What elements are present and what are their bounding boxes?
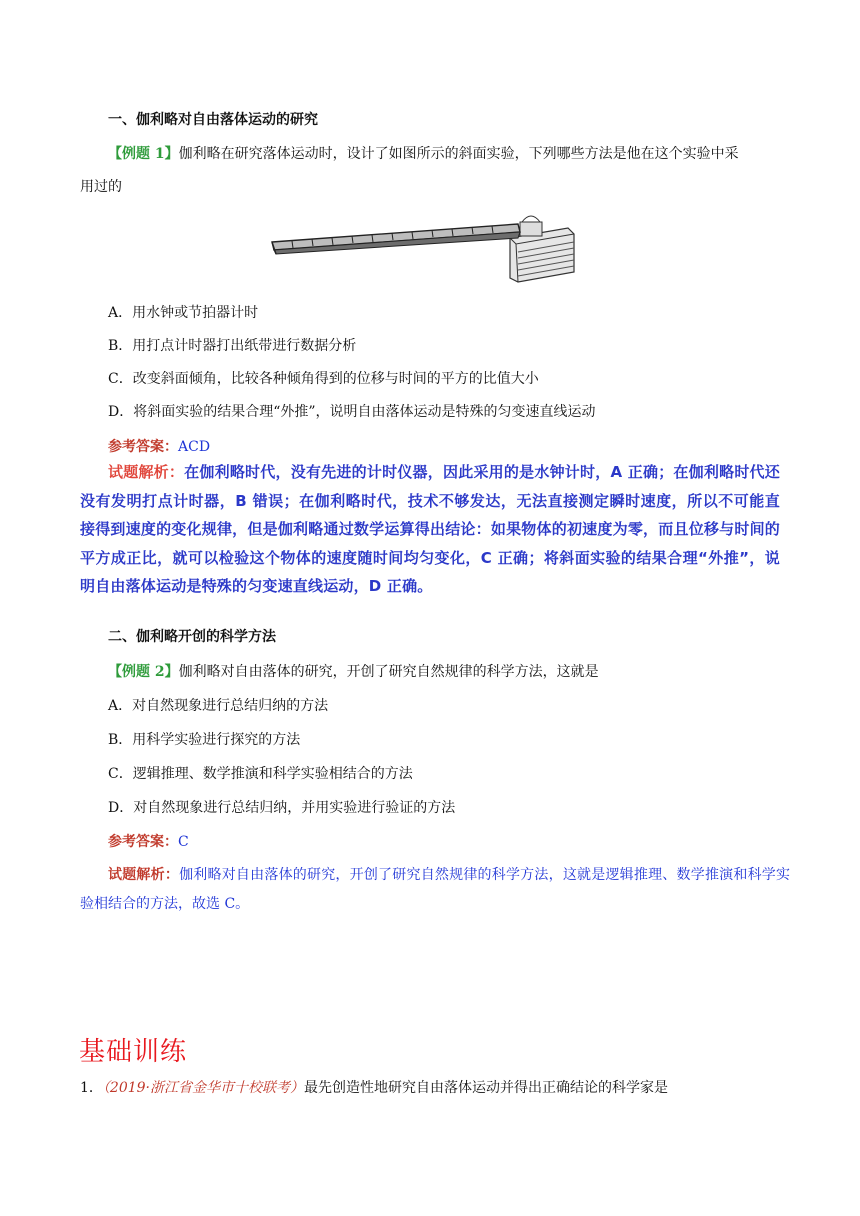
answer-label: 参考答案： bbox=[108, 439, 178, 455]
example1-question bbox=[108, 144, 739, 164]
answer-value: C bbox=[178, 834, 189, 850]
question-source: （2019·浙江省金华市十校联考） bbox=[102, 1080, 305, 1096]
example1-option-a: A．用水钟或节拍器计时 bbox=[108, 305, 259, 321]
example1-answer bbox=[108, 437, 210, 457]
example2-option-a: A．对自然现象进行总结归纳的方法 bbox=[108, 698, 329, 714]
example1-option-d: D．将斜面实验的结果合理“外推”，说明自由落体运动是特殊的匀变速直线运动 bbox=[108, 404, 596, 420]
example2-question bbox=[108, 662, 599, 682]
example2-option-c: C．逻辑推理、数学推演和科学实验相结合的方法 bbox=[108, 766, 413, 782]
section1-heading: 一、伽利略对自由落体运动的研究 bbox=[108, 112, 318, 128]
example1-analysis bbox=[80, 458, 780, 601]
answer-label: 参考答案： bbox=[108, 834, 178, 850]
inclined-plane-figure bbox=[268, 208, 576, 286]
training-title: 基础训练 bbox=[79, 1037, 188, 1067]
example2-analysis bbox=[80, 861, 790, 919]
example2-answer bbox=[108, 832, 189, 852]
example2-tag: 【例题 2】 bbox=[108, 664, 179, 680]
analysis-text: 在伽利略时代，没有先进的计时仪器，因此采用的是水钟计时，A 正确；在伽利略时代还没有发明打点计时器，B 错误；在伽利略时代，技术不够发达，无法直接测定瞬时速度，所以不可能直接得到速度的变化规律，但是伽利略通过数学运算得出结论：如果物体的初速度为零，而且位移与时间的平方成正比，就可以检验这个物体的速度随时间均匀变化，C 正确；将斜面实验的结果合理“外推”，说明自由落体运动是特殊的匀变速直线运动，D 正确。 bbox=[80, 463, 780, 595]
analysis-label: 试题解析： bbox=[108, 867, 180, 883]
analysis-label: 试题解析： bbox=[108, 463, 185, 481]
question-number: 1． bbox=[80, 1080, 103, 1096]
example1-tag: 【例题 1】 bbox=[108, 146, 179, 162]
example1-question-line2: 用过的 bbox=[80, 179, 122, 195]
example2-option-d: D．对自然现象进行总结归纳，并用实验进行验证的方法 bbox=[108, 800, 456, 816]
example2-question-text: 伽利略对自由落体的研究，开创了研究自然规律的科学方法，这就是 bbox=[178, 664, 599, 680]
section2-heading: 二、伽利略开创的科学方法 bbox=[108, 629, 276, 645]
example1-question-line1: 伽利略在研究落体运动时，设计了如图所示的斜面实验，下列哪些方法是他在这个实验中采 bbox=[178, 146, 739, 162]
answer-value: ACD bbox=[178, 439, 211, 455]
question-text: 最先创造性地研究自由落体运动并得出正确结论的科学家是 bbox=[304, 1080, 669, 1096]
example2-option-b: B．用科学实验进行探究的方法 bbox=[108, 732, 301, 748]
example1-option-b: B．用打点计时器打出纸带进行数据分析 bbox=[108, 338, 357, 354]
example1-option-c: C．改变斜面倾角，比较各种倾角得到的位移与时间的平方的比值大小 bbox=[108, 371, 539, 387]
training-question-1 bbox=[80, 1078, 668, 1098]
analysis-text: 伽利略对自由落体的研究，开创了研究自然规律的科学方法，这就是逻辑推理、数学推演和科学实验相结合的方法，故选 C。 bbox=[80, 867, 791, 912]
